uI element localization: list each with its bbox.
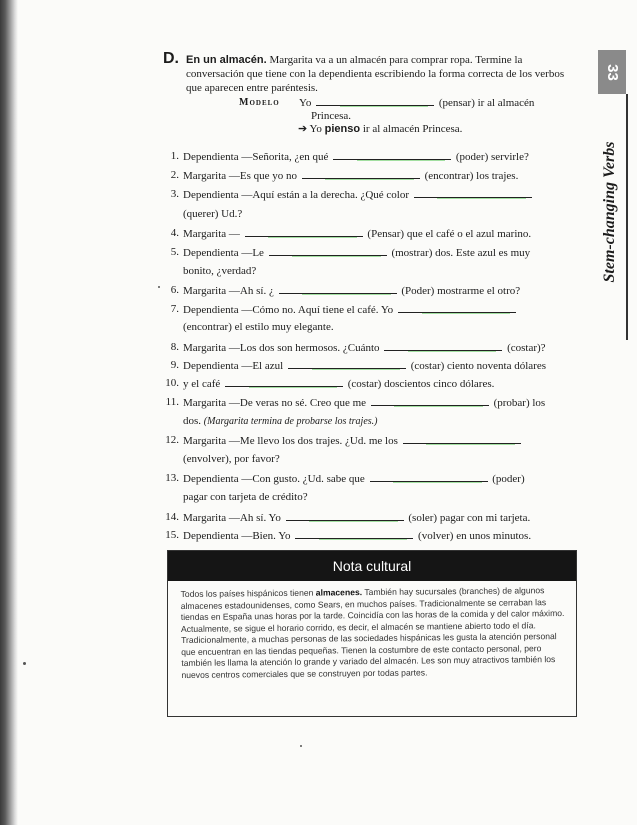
- item-number: 10.: [165, 377, 179, 389]
- nota-cultural-title: Nota cultural: [168, 551, 576, 581]
- answer-blank-12[interactable]: [403, 434, 521, 444]
- side-rule: [626, 94, 628, 340]
- item-verb-hint: (poder): [492, 473, 525, 485]
- item-text: Margarita —Ah sí. Yo: [183, 512, 281, 524]
- exercise-item-5-cont: bonito, ¿verdad?: [183, 265, 257, 277]
- exercise-item-4: [183, 227, 531, 240]
- item-text: y el café: [183, 378, 221, 390]
- item-number: 2.: [170, 169, 179, 181]
- nota-text-bold: almacenes.: [315, 587, 363, 598]
- item-text: Dependienta —Le: [183, 247, 264, 259]
- answer-blank-6[interactable]: [279, 284, 397, 294]
- nota-cultural-text: [181, 585, 566, 681]
- exercise-item-7: [183, 303, 518, 316]
- section-title: En un almacén.: [186, 54, 267, 66]
- answer-blank-14[interactable]: [286, 511, 404, 521]
- item-number: 15.: [165, 529, 179, 541]
- exercise-item-5: [183, 246, 530, 259]
- item-number: 3.: [170, 188, 179, 200]
- item-number: 1.: [170, 150, 179, 162]
- stage-direction: (Margarita termina de probarse los trajes.): [203, 416, 378, 427]
- answer-blank-3[interactable]: [414, 188, 532, 198]
- nota-text-1: Todos los países hispánicos tienen: [180, 587, 314, 600]
- item-text: Dependienta —Señorita, ¿en qué: [183, 151, 329, 163]
- item-verb-hint: (encontrar) los trajes.: [424, 170, 519, 182]
- item-verb-hint: (Poder) mostrarme el otro?: [401, 285, 521, 297]
- exercise-item-11: [183, 396, 545, 409]
- nota-cultural-box: [167, 550, 577, 717]
- modelo-rest: ir al almacén Princesa.: [362, 123, 463, 135]
- item-number: 7.: [170, 303, 179, 315]
- item-verb-hint: (mostrar) dos. Este azul es muy: [391, 247, 531, 259]
- answer-blank-1[interactable]: [333, 150, 451, 160]
- chapter-title: Stem-changing Verbs: [601, 141, 618, 283]
- exercise-item-15: [183, 529, 531, 542]
- modelo-answer-line: [298, 122, 462, 135]
- answer-blank-7[interactable]: [398, 303, 516, 313]
- item-number: 6.: [170, 284, 179, 296]
- exercise-item-12-cont: (envolver), por favor?: [183, 453, 280, 465]
- item-number: 13.: [165, 472, 179, 484]
- exercise-item-13: [183, 472, 525, 485]
- page-number: 33: [603, 63, 621, 81]
- item-text: Margarita —Ah sí. ¿: [183, 285, 274, 297]
- item-text: Margarita —: [183, 228, 240, 240]
- item-text: Margarita —Me llevo los dos trajes. ¿Ud. me los: [183, 435, 398, 447]
- item-text: Margarita —Los dos son hermosos. ¿Cuánto: [183, 342, 380, 354]
- item-text: Dependienta —Aquí están a la derecha. ¿Qué color: [183, 189, 410, 201]
- item-number: 14.: [165, 511, 179, 523]
- modelo-arrow: ➔ Yo: [298, 123, 322, 135]
- item-text: Dependienta —Con gusto. ¿Ud. sabe que: [183, 473, 365, 485]
- answer-blank-2[interactable]: [302, 169, 420, 179]
- answer-blank-13[interactable]: [370, 472, 488, 482]
- exercise-item-7-cont: (encontrar) el estilo muy elegante.: [183, 321, 334, 333]
- modelo-subject: Yo: [299, 97, 312, 109]
- item-verb-hint: (probar) los: [493, 397, 546, 409]
- exercise-item-3-cont: (querer) Ud.?: [183, 208, 243, 220]
- item-text: Margarita —Es que yo no: [183, 170, 298, 182]
- answer-blank-15[interactable]: [295, 529, 413, 539]
- instruction-text: Margarita va a un almacén para comprar ropa. Termine la conversación que tiene con la dependienta escribiendo la forma correcta de los verbos que aparecen entre paréntesis.: [186, 54, 565, 94]
- item-verb-hint: (costar)?: [507, 342, 546, 354]
- page-number-badge: [598, 50, 626, 94]
- modelo-verb-hint: (pensar) ir al almacén: [438, 97, 535, 109]
- exercise-item-6: [183, 284, 520, 297]
- exercise-item-2: [183, 169, 518, 182]
- section-letter: D.: [163, 50, 179, 67]
- exercise-item-1: [183, 150, 529, 163]
- item-verb-hint: (soler) pagar con mi tarjeta.: [408, 512, 531, 524]
- item-number: 5.: [170, 246, 179, 258]
- item-text: Dependienta —Bien. Yo: [183, 530, 291, 542]
- exercise-item-13-cont: pagar con tarjeta de crédito?: [183, 491, 308, 503]
- item-text: Dependienta —El azul: [183, 360, 284, 372]
- answer-blank-5[interactable]: [269, 246, 387, 256]
- scan-speck: [300, 745, 302, 747]
- scan-speck: [23, 662, 26, 665]
- item-text: Dependienta —Cómo no. Aquí tiene el café. Yo: [183, 304, 394, 316]
- modelo-line-2: Princesa.: [311, 110, 352, 122]
- section-instructions: [186, 53, 566, 95]
- chapter-side-tab: [598, 50, 628, 340]
- item-number: 12.: [165, 434, 179, 446]
- answer-blank-8[interactable]: [384, 341, 502, 351]
- exercise-item-9: [183, 359, 546, 372]
- exercise-item-14: [183, 511, 530, 524]
- modelo-blank[interactable]: [316, 96, 434, 106]
- item-number: 11.: [165, 396, 179, 408]
- item-number: 4.: [170, 227, 179, 239]
- item-verb-hint: (Pensar) que el café o el azul marino.: [367, 228, 532, 240]
- nota-text-2: También hay sucursales (branches) de algunos almacenes estadounidenses, como Sears, en muchos países. Tradicionalmente se cerraban las tiendas en España unas horas por la tarde. Coincidía con las horas de la comida y del calor máximo. Actualmente, se sigue el horario corrido, es decir, el almacén se mantiene abierto todo el día. Tradicionalmente, a muchas personas de las sociedades hispánicas les gusta la atención personal que encuentran en las tiendas pequeñas. Tienen la costumbre de este contacto personal, pero también les llama la atención lo grande y variado del almacén. Les son muy atractivos también los nuevos centros comerciales que se construyen por todas partes.: [180, 585, 565, 680]
- item-verb-hint: (costar) ciento noventa dólares: [410, 360, 546, 372]
- exercise-item-12: [183, 434, 523, 447]
- item-verb-hint: (costar) doscientos cinco dólares.: [347, 378, 495, 390]
- item-verb-hint: (volver) en unos minutos.: [418, 530, 532, 542]
- modelo-label: Modelo: [239, 97, 280, 108]
- item-text: Margarita —De veras no sé. Creo que me: [183, 397, 367, 409]
- item-verb-hint: (poder) servirle?: [455, 151, 529, 163]
- item-text: dos.: [183, 415, 202, 427]
- item-number: 9.: [170, 359, 179, 371]
- exercise-item-3: [183, 188, 534, 201]
- exercise-item-10: [183, 377, 494, 390]
- answer-blank-11[interactable]: [371, 396, 489, 406]
- scan-speck: [158, 286, 160, 288]
- item-number: 8.: [170, 341, 179, 353]
- exercise-item-8: [183, 341, 546, 354]
- exercise-item-11-cont: [183, 415, 377, 427]
- modelo-line-1: [299, 96, 534, 109]
- answer-blank-10[interactable]: [225, 377, 343, 387]
- answer-blank-9[interactable]: [288, 359, 406, 369]
- modelo-answer: pienso: [324, 123, 361, 135]
- answer-blank-4[interactable]: [245, 227, 363, 237]
